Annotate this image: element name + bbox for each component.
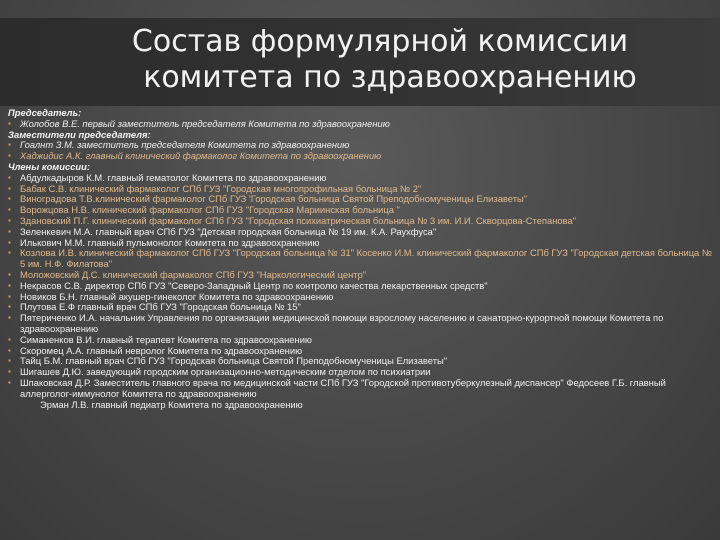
member-item: ▪ Симаненков В.И. главный терапевт Комитета по здравоохранению [8,335,716,346]
member-item: ▪ Абдулкадыров К.М. главный гематолог Комитета по здравоохранению [8,173,716,184]
member-item: ▪ Ворожцова Н.В. клинический фармаколог СПб ГУЗ "Городская Мариинская больница " [8,205,716,216]
member-item: ▪ Козлова И.В. клинический фармаколог СПб ГУЗ "Городская больница № 31" Косенко И.М. клинический фармаколог СПб ГУЗ "Городская детская больница № 5 им. Н.Ф. Филатова" [8,248,716,270]
member-item: ▪ Новиков Б.Н. главный акушер-гинеколог Комитета по здравоохранению [8,292,716,303]
member-item: ▪ Виноградова Т.В.клинический фармаколог СПб ГУЗ 'Городская больница Святой Преподобномученицы Елизаветы" [8,194,716,205]
title-line-1: Состав формулярной комиссии [131,24,629,59]
committee-list [8,108,716,410]
title-line-2: комитета по здравоохранению [143,60,637,95]
member-item: ▪ Моложовский Д.С. клинический фармаколог СПб ГУЗ "Наркологический центр" [8,270,716,281]
member-item: ▪ Тайц Б.М. главный врач СПб ГУЗ "Городская больница Святой Преподобномученицы Елизаветы" [8,356,716,367]
members-list [8,173,716,411]
chair-heading: Председатель: [8,107,82,118]
member-item: ▪ Шигашев Д.Ю. заведующий городским организационно-методическим отделом по психиатрии [8,367,716,378]
chair-item: ▪ Жолобов В.Е. первый заместитель председателя Комитета по здравоохранению [8,119,716,130]
member-item: Эрман Л.В. главный педиатр Комитета по здравоохранению [40,398,303,410]
member-item: ▪ Зеленкевич М.А. главный врач СПб ГУЗ "Детская городская больница № 19 им. К.А. Раухфуса" [8,227,716,238]
member-item: ▪ Пятериченко И.А. начальник Управления по организации медицинской помощи взрослому населению и санаторно-курортной помощи Комитета по здравоохранению [8,313,716,335]
member-item: ▪ Бабак С.В. клинический фармаколог СПб ГУЗ "Городская многопрофильная больница № 2" [8,184,716,195]
members-heading: Члены комиссии: [8,160,90,172]
deputy-item: ▪ Гоалнт З.М. заместитель председателя Комитета по здравоохранению [8,140,716,151]
slide-title [0,24,720,96]
member-item: ▪ Илькович М.М. главный пульмонолог Комитета по здравоохранению [8,238,716,249]
member-item: ▪ Плутова Е.Ф главный врач СПб ГУЗ "Городская больница № 15" [8,302,716,313]
member-item: ▪ Шпаковская Д.Р. Заместитель главного врача по медицинской части СПб ГУЗ "Городской противотуберкулезный диспансер" Федосеев Г.Б. главный аллерголог-иммунолог Комитета по здравоохранению [8,378,716,400]
member-item: ▪ Скоромец А.А. главный невролог Комитета по здравоохранению [8,346,716,357]
deputy-item: ▪ Хаджидис А.К. главный клинический фармаколог Комитета по здравоохранению [8,151,716,162]
deputies-heading: Заместители председателя: [8,128,151,140]
member-item: ▪ Здановский П.Г. клинический фармаколог СПб ГУЗ "Городская психиатрическая больница № 3 им. И.И. Скворцова-Степанова" [8,216,716,227]
member-item: ▪ Некрасов С.В. директор СПб ГУЗ "Северо-Западный Центр по контролю качества лекарственных средств" [8,281,716,292]
